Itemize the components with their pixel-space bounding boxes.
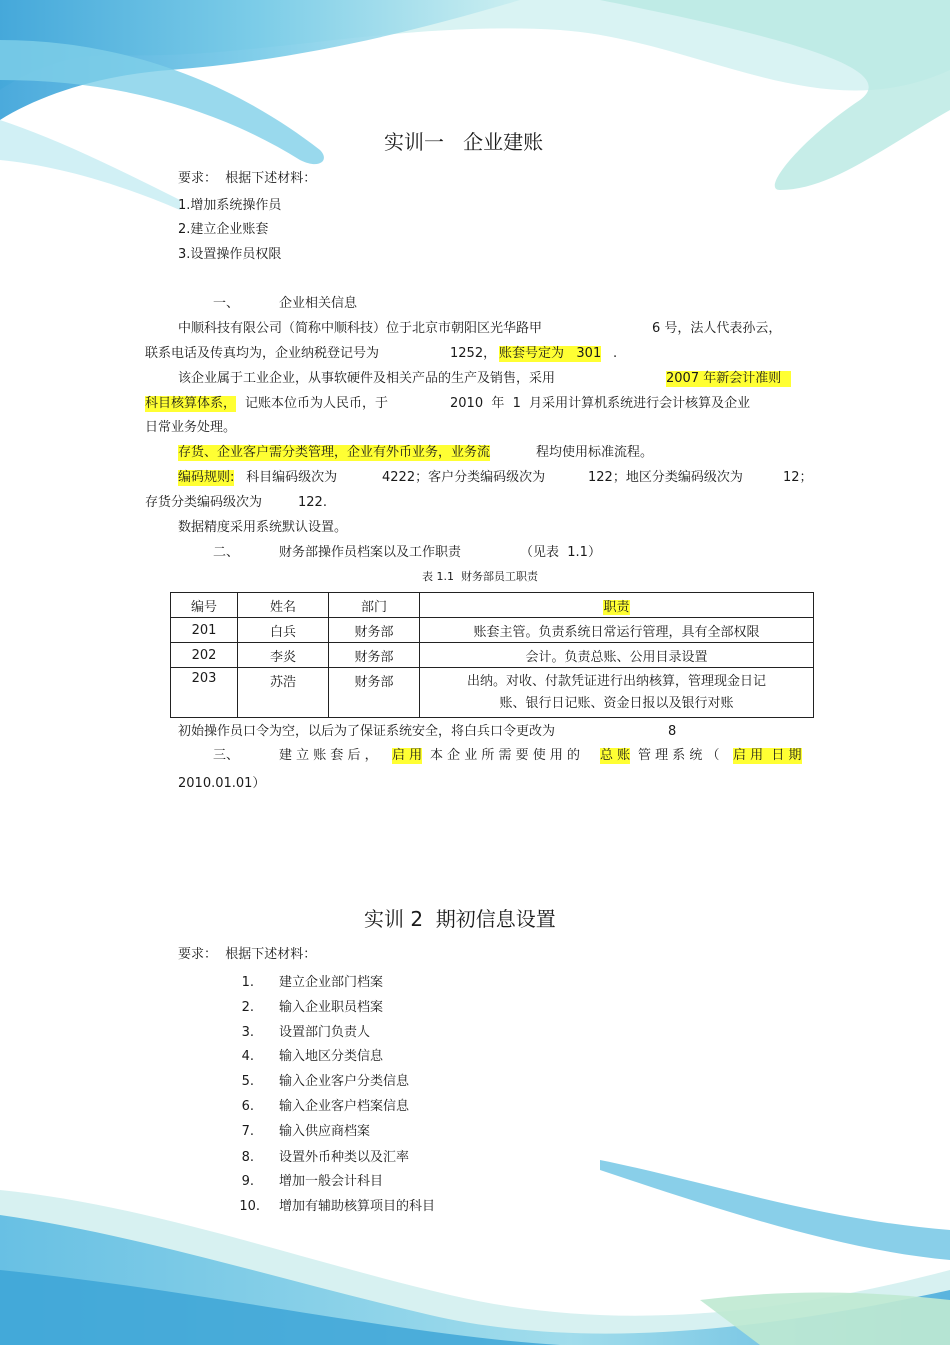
list-item: 输入供应商档案: [279, 1124, 371, 1139]
paragraph-text: 本 企 业 所 需 要 使 用 的: [430, 748, 581, 763]
table-cell: 白兵: [238, 618, 329, 643]
paragraph-text: 科目编码级次为: [242, 470, 338, 485]
requirement-label: 要求： 根据下述材料：: [178, 171, 317, 186]
requirement-item: 2.建立企业账套: [178, 222, 269, 237]
table-reference: （见表 1.1）: [520, 545, 601, 560]
part3-number: 三、: [213, 748, 240, 763]
list-item-number: 3.: [241, 1025, 254, 1040]
part2-number: 二、: [213, 545, 240, 560]
list-item: 输入企业客户分类信息: [279, 1074, 410, 1089]
duty-line: 账、银行日记账、资金日报以及银行对账: [499, 695, 734, 711]
list-item-number: 10.: [239, 1199, 260, 1214]
paragraph-text: 2010 年 1 月采用计算机系统进行会计核算及企业: [450, 396, 751, 411]
highlighted-text: 存货、企业客户需分类管理，企业有外币业务，业务流: [178, 445, 491, 460]
list-item-number: 5.: [241, 1074, 254, 1089]
table-cell: 202: [171, 643, 238, 668]
table-header-cell: [420, 593, 814, 618]
highlighted-text: 总 账: [600, 748, 631, 763]
paragraph-text: 2010.01.01）: [178, 776, 266, 791]
paragraph-text: .: [613, 346, 618, 361]
table-header-row: [171, 593, 814, 618]
list-item-number: 8.: [241, 1150, 254, 1165]
paragraph-text: 122.: [298, 495, 327, 510]
duty-table: [170, 592, 814, 718]
list-item-number: 6.: [241, 1099, 254, 1114]
paragraph-text: 数据精度采用系统默认设置。: [178, 520, 348, 535]
paragraph-text: 4222；客户分类编码级次为: [382, 470, 546, 485]
table-caption: 表 1.1 财务部员工职责: [422, 570, 538, 583]
paragraph-text: 122；地区分类编码级次为: [588, 470, 743, 485]
paragraph-text: 6 号，法人代表孙云，: [652, 321, 782, 336]
part2-heading: 财务部操作员档案以及工作职责: [279, 545, 462, 560]
paragraph-text: 该企业属于工业企业，从事软硬件及相关产品的生产及销售，采用: [178, 371, 556, 386]
table-header-cell: 编号: [171, 593, 238, 618]
list-item-number: 7.: [241, 1124, 254, 1139]
requirement-item: 3.设置操作员权限: [178, 247, 282, 262]
paragraph-text: 8: [668, 724, 677, 739]
paragraph-text: 1252，: [450, 346, 497, 361]
table-row: [171, 668, 814, 718]
section2-title: 实训 2 期初信息设置: [364, 907, 556, 931]
paragraph-text: 12；: [783, 470, 813, 485]
table-row: [171, 618, 814, 643]
table-cell: 苏浩: [238, 668, 329, 718]
table-cell: 李炎: [238, 643, 329, 668]
section1-title: 实训一 企业建账: [384, 130, 544, 154]
table-cell: 201: [171, 618, 238, 643]
list-item: 增加有辅助核算项目的科目: [279, 1199, 436, 1214]
paragraph-text: 记账本位币为人民币，于: [245, 396, 389, 411]
table-cell: 财务部: [329, 618, 420, 643]
highlighted-text: 职责: [603, 599, 630, 615]
paragraph-text: 联系电话及传真均为，企业纳税登记号为: [145, 346, 380, 361]
duty-line: 出纳。对收、付款凭证进行出纳核算，管理现金日记: [466, 673, 766, 689]
table-cell: 203: [171, 668, 238, 718]
list-item: 建立企业部门档案: [279, 975, 384, 990]
highlighted-text: 编码规则:: [178, 470, 235, 485]
list-item-number: 2.: [241, 1000, 254, 1015]
part1-heading: 企业相关信息: [279, 296, 358, 311]
list-item-number: 9.: [241, 1174, 254, 1189]
list-item: 输入企业职员档案: [279, 1000, 384, 1015]
table-cell: 财务部: [329, 668, 420, 718]
list-item: 输入地区分类信息: [279, 1049, 384, 1064]
table-cell: [420, 668, 814, 718]
highlighted-text: 账套号定为 301: [499, 346, 602, 361]
list-item-number: 4.: [241, 1049, 254, 1064]
list-item: 增加一般会计科目: [279, 1174, 384, 1189]
paragraph-text: 中顺科技有限公司（简称中顺科技）位于北京市朝阳区光华路甲: [178, 321, 543, 336]
highlighted-text: 2007 年新会计准则: [666, 371, 791, 387]
paragraph-text: 建 立 账 套 后 ，: [279, 748, 378, 763]
paragraph-text: 程均使用标准流程。: [536, 445, 654, 460]
table-header-cell: 部门: [329, 593, 420, 618]
table-cell: 账套主管。负责系统日常运行管理，具有全部权限: [420, 618, 814, 643]
table-cell: 会计。负责总账、公用目录设置: [420, 643, 814, 668]
list-item: 设置部门负责人: [279, 1025, 371, 1040]
list-item: 设置外币种类以及汇率: [279, 1150, 410, 1165]
highlighted-text: 科目核算体系，: [145, 396, 237, 411]
highlighted-text: 启 用 日 期: [733, 748, 802, 763]
part1-number: 一、: [213, 296, 240, 311]
highlighted-text: 启 用: [392, 748, 423, 763]
table-row: [171, 643, 814, 668]
table-header-cell: 姓名: [238, 593, 329, 618]
paragraph-text: 日常业务处理。: [145, 420, 237, 435]
list-item: 输入企业客户档案信息: [279, 1099, 410, 1114]
paragraph-text: 管 理 系 统 （: [638, 748, 720, 763]
paragraph-text: 初始操作员口令为空，以后为了保证系统安全，将白兵口令更改为: [178, 724, 556, 739]
requirement-item: 1.增加系统操作员: [178, 198, 282, 213]
paragraph-text: 存货分类编码级次为: [145, 495, 263, 510]
list-item-number: 1.: [241, 975, 254, 990]
table-cell: 财务部: [329, 643, 420, 668]
requirement-label: 要求： 根据下述材料：: [178, 947, 317, 962]
